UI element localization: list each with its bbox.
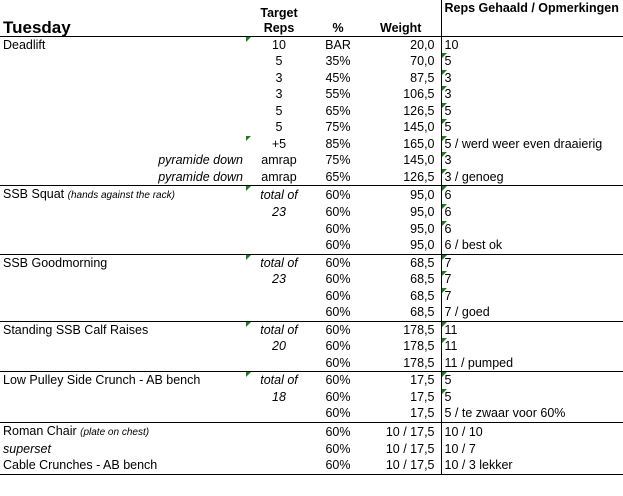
weight-cell[interactable]: 95,0: [364, 186, 441, 205]
notes-cell[interactable]: 3: [441, 86, 623, 103]
table-row: [0, 389, 623, 406]
notes-cell[interactable]: 3: [441, 70, 623, 87]
notes-header[interactable]: Reps Gehaald / Opmerkingen: [441, 0, 623, 36]
table-row: [0, 355, 623, 372]
notes-cell[interactable]: 5: [441, 389, 623, 406]
percent-cell[interactable]: 65%: [325, 169, 351, 184]
notes-cell[interactable]: 5 / werd weer even draaierig: [441, 136, 623, 153]
weight-cell[interactable]: 126,5: [403, 169, 435, 184]
weight-cell[interactable]: 178,5: [364, 321, 441, 338]
exercise-cell[interactable]: [0, 355, 246, 372]
weight-cell[interactable]: 95,0: [410, 205, 435, 220]
table-row: [0, 457, 623, 474]
table-row: [0, 288, 623, 305]
notes-cell[interactable]: 6: [441, 186, 623, 205]
exercise-cell[interactable]: [0, 103, 246, 120]
exercise-cell[interactable]: [0, 53, 246, 70]
notes-cell[interactable]: 6 / best ok: [441, 237, 623, 254]
exercise-cell[interactable]: Low Pulley Side Crunch - AB bench: [0, 372, 246, 389]
target-cell[interactable]: total of: [246, 372, 312, 389]
target-cell[interactable]: +5: [246, 136, 312, 153]
percent-cell[interactable]: 60%: [312, 254, 364, 271]
exercise-note: (plate on chest): [80, 426, 150, 438]
target-cell[interactable]: [246, 441, 312, 458]
percent-cell[interactable]: 60%: [312, 422, 364, 441]
weight-cell[interactable]: 68,5: [410, 305, 435, 320]
weight-cell[interactable]: 87,5: [410, 70, 435, 85]
weight-cell[interactable]: 145,0: [403, 120, 435, 135]
target-cell[interactable]: total of: [246, 321, 312, 338]
percent-cell[interactable]: 60%: [325, 305, 351, 320]
percent-cell[interactable]: 55%: [325, 87, 351, 102]
notes-cell[interactable]: 10: [441, 36, 623, 53]
exercise-cell[interactable]: [0, 271, 246, 288]
weight-cell[interactable]: 17,5: [364, 372, 441, 389]
table-row: [0, 136, 623, 153]
weight-cell[interactable]: 145,0: [403, 153, 435, 168]
percent-cell[interactable]: 75%: [325, 120, 351, 135]
target-cell[interactable]: total of: [246, 186, 312, 205]
notes-cell[interactable]: 10 / 3 lekker: [441, 457, 623, 474]
notes-cell[interactable]: 7 / goed: [441, 304, 623, 321]
target-cell[interactable]: 3: [275, 87, 283, 102]
table-row: [0, 304, 623, 321]
weight-cell[interactable]: 126,5: [403, 103, 435, 118]
weight-cell[interactable]: 70,0: [410, 54, 435, 69]
table-row: [0, 405, 623, 422]
target-cell[interactable]: [246, 405, 312, 422]
percent-header[interactable]: %: [332, 20, 344, 35]
table-row: [0, 422, 623, 441]
notes-cell[interactable]: 10 / 10: [441, 422, 623, 441]
target-cell[interactable]: 23: [272, 272, 286, 287]
target-cell[interactable]: [246, 304, 312, 321]
notes-cell[interactable]: 7: [441, 254, 623, 271]
percent-cell[interactable]: 60%: [325, 441, 351, 456]
percent-cell[interactable]: 60%: [325, 288, 351, 303]
table-row: [0, 372, 623, 389]
notes-cell[interactable]: 7: [441, 288, 623, 305]
notes-cell[interactable]: 5: [441, 372, 623, 389]
table-row: [0, 254, 623, 271]
exercise-note-cell[interactable]: superset: [3, 441, 51, 456]
weight-cell[interactable]: 95,0: [410, 238, 435, 253]
target-cell[interactable]: total of: [246, 254, 312, 271]
percent-cell[interactable]: 60%: [325, 389, 351, 404]
target-cell[interactable]: [246, 457, 312, 474]
percent-cell[interactable]: 60%: [312, 321, 364, 338]
weight-cell[interactable]: 178,5: [403, 339, 435, 354]
exercise-cell[interactable]: [0, 136, 246, 153]
exercise-note-cell[interactable]: pyramide down: [158, 153, 243, 168]
notes-cell[interactable]: 3 / genoeg: [441, 169, 623, 186]
percent-cell[interactable]: 60%: [325, 406, 351, 421]
table-row: [0, 221, 623, 238]
table-row: [0, 204, 623, 221]
target-cell[interactable]: [246, 237, 312, 254]
day-title[interactable]: Tuesday: [3, 17, 71, 36]
weight-cell[interactable]: 10 / 17,5: [385, 458, 435, 473]
exercise-cell[interactable]: [0, 86, 246, 103]
notes-cell[interactable]: 6: [441, 221, 623, 238]
percent-cell[interactable]: 60%: [325, 272, 351, 287]
exercise-cell[interactable]: [0, 70, 246, 87]
table-row: [0, 441, 623, 458]
notes-cell[interactable]: 11: [441, 321, 623, 338]
percent-cell[interactable]: 60%: [325, 238, 351, 253]
table-row: [0, 86, 623, 103]
weight-cell[interactable]: 106,5: [403, 87, 435, 102]
target-cell[interactable]: 10: [246, 36, 312, 53]
percent-cell[interactable]: 60%: [325, 205, 351, 220]
table-row: [0, 338, 623, 355]
weight-cell[interactable]: 17,5: [410, 389, 435, 404]
notes-cell[interactable]: 11: [441, 338, 623, 355]
target-cell[interactable]: [246, 355, 312, 372]
exercise-note: (hands against the rack): [67, 190, 175, 201]
target-cell[interactable]: 5: [275, 54, 283, 69]
target-reps-header[interactable]: Target Reps: [260, 5, 298, 35]
table-row: [0, 103, 623, 120]
target-cell[interactable]: 20: [272, 339, 286, 354]
exercise-cell[interactable]: [0, 204, 246, 221]
exercise-cell[interactable]: [0, 119, 246, 136]
table-row: [0, 237, 623, 254]
target-cell[interactable]: amrap: [261, 169, 297, 184]
target-cell[interactable]: [246, 288, 312, 305]
percent-cell[interactable]: 75%: [325, 153, 351, 168]
exercise-cell[interactable]: [0, 288, 246, 305]
weight-cell[interactable]: 17,5: [410, 406, 435, 421]
exercise-cell[interactable]: Deadlift: [0, 36, 246, 53]
notes-cell[interactable]: 5: [441, 103, 623, 120]
exercise-cell[interactable]: [0, 338, 246, 355]
weight-cell[interactable]: 10 / 17,5: [385, 441, 435, 456]
notes-cell[interactable]: 7: [441, 271, 623, 288]
target-cell[interactable]: 3: [275, 70, 283, 85]
percent-cell[interactable]: 45%: [325, 70, 351, 85]
target-cell[interactable]: [246, 422, 312, 441]
exercise-note-cell[interactable]: pyramide down: [158, 169, 243, 184]
weight-cell[interactable]: 95,0: [410, 221, 435, 236]
exercise-cell[interactable]: [0, 221, 246, 238]
percent-cell[interactable]: 85%: [325, 136, 351, 151]
weight-cell[interactable]: 10 / 17,5: [364, 422, 441, 441]
weight-cell[interactable]: 68,5: [364, 254, 441, 271]
exercise-cell[interactable]: SSB Goodmorning: [0, 254, 246, 271]
percent-cell[interactable]: 60%: [312, 372, 364, 389]
notes-cell[interactable]: 5: [441, 119, 623, 136]
notes-cell[interactable]: 11 / pumped: [441, 355, 623, 372]
table-row: [0, 119, 623, 136]
exercise-cell[interactable]: Cable Crunches - AB bench: [3, 458, 158, 473]
exercise-cell[interactable]: [0, 304, 246, 321]
notes-cell[interactable]: 6: [441, 204, 623, 221]
percent-cell[interactable]: 60%: [325, 339, 351, 354]
exercise-cell[interactable]: [0, 389, 246, 406]
weight-cell[interactable]: 68,5: [410, 288, 435, 303]
notes-cell[interactable]: 5 / te zwaar voor 60%: [441, 405, 623, 422]
percent-cell[interactable]: BAR: [312, 36, 364, 53]
notes-cell[interactable]: 3: [441, 152, 623, 169]
target-cell[interactable]: [246, 221, 312, 238]
table-row: [0, 186, 623, 205]
exercise-name: Roman Chair: [3, 423, 77, 438]
exercise-cell[interactable]: [0, 405, 246, 422]
percent-cell[interactable]: 60%: [325, 458, 351, 473]
percent-cell[interactable]: 60%: [325, 221, 351, 236]
weight-cell[interactable]: 178,5: [403, 355, 435, 370]
exercise-name: SSB Squat: [3, 187, 65, 201]
table-row: [0, 152, 623, 169]
table-row: [0, 70, 623, 87]
target-cell[interactable]: amrap: [261, 153, 297, 168]
table-row: [0, 321, 623, 338]
exercise-cell[interactable]: [0, 186, 246, 205]
exercise-cell[interactable]: Standing SSB Calf Raises: [0, 321, 246, 338]
weight-cell[interactable]: 20,0: [364, 36, 441, 53]
table-row: [0, 169, 623, 186]
exercise-cell[interactable]: [0, 422, 246, 441]
percent-cell[interactable]: 35%: [325, 54, 351, 69]
table-row: [0, 53, 623, 70]
target-cell[interactable]: 5: [275, 120, 283, 135]
percent-cell[interactable]: 60%: [312, 186, 364, 205]
table-row: [0, 36, 623, 53]
weight-cell[interactable]: 165,0: [403, 136, 435, 151]
weight-cell[interactable]: 68,5: [410, 272, 435, 287]
table-row: [0, 271, 623, 288]
target-cell[interactable]: 18: [272, 389, 286, 404]
header-row: [0, 0, 623, 36]
exercise-cell[interactable]: [0, 237, 246, 254]
notes-cell[interactable]: 10 / 7: [441, 441, 623, 458]
percent-cell[interactable]: 60%: [325, 355, 351, 370]
percent-cell[interactable]: 65%: [325, 103, 351, 118]
weight-header[interactable]: Weight: [380, 20, 422, 35]
target-cell[interactable]: 23: [272, 205, 286, 220]
notes-cell[interactable]: 5: [441, 53, 623, 70]
target-cell[interactable]: 5: [275, 103, 283, 118]
